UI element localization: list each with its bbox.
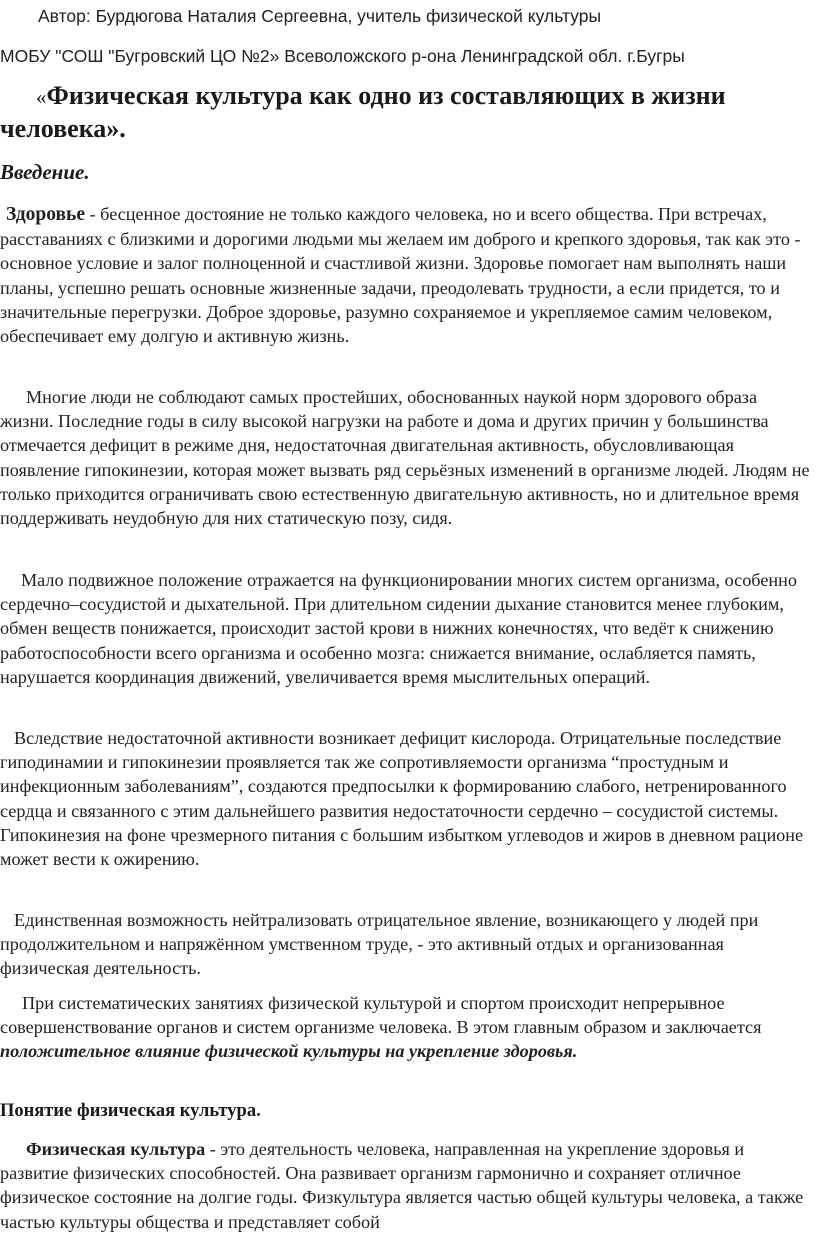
title-open-quote: «	[36, 85, 47, 109]
paragraph-4	[0, 726, 812, 871]
paragraph-2	[0, 385, 812, 530]
intro-heading: Введение.	[0, 160, 90, 184]
paragraph-6	[0, 991, 812, 1064]
paragraph-1	[0, 202, 812, 348]
paragraph-6-emphasis: положительное влияние физической культуры на укрепление здоровья.	[0, 1041, 578, 1062]
title-text: Физическая культура как одно из составляющих в жизни человека».	[0, 81, 726, 143]
author-line: Автор: Бурдюгова Наталия Сергеевна, учитель физической культуры	[38, 6, 602, 26]
paragraph-6-text: При систематических занятиях физической культурой и спортом происходит непрерывное совершенствование органов и систем организме человека. В этом главным образом и заключается	[0, 993, 762, 1038]
paragraph-1-lead: Здоровье	[6, 204, 86, 225]
paragraph-4-text: Вследствие недостаточной активности возникает дефицит кислорода. Отрицательные последствие гиподинамии и гипокинезии проявляется так же сопротивляемости организма “простудным и инфекционным заболеваниям”, создаются предпосылки к формированию слабого, нетренированного сердца и связанного с этим дальнейшего развития недостаточности сердечно – сосудистой системы. Гипокинезия на фоне чрезмерного питания с большим избытком углеводов и жиров в дневном рационе может вести к ожирению.	[0, 728, 804, 870]
document-title	[0, 80, 812, 144]
paragraph-7-lead: Физическая культура	[26, 1139, 206, 1159]
paragraph-5-text: Единственная возможность нейтрализовать отрицательное явление, возникающего у людей при продолжительном и напряжённом умственном труде, - это активный отдых и организованная физическая деятельность.	[0, 910, 759, 979]
paragraph-7	[0, 1137, 812, 1234]
section-heading: Понятие физическая культура.	[0, 1101, 261, 1121]
paragraph-5	[0, 908, 812, 981]
school-line: МОБУ "СОШ "Бугровский ЦО №2» Всеволожского р-она Ленинградской обл. г.Бугры	[0, 46, 685, 66]
paragraph-7-text: - это деятельность человека, направленная на укрепление здоровья и развитие физических способностей. Она развивает организм гармонично и сохраняет отличное физическое состояние на долгие годы. Физкультура является частью общей культуры человека, а также частью культуры общества и представляет собой	[0, 1139, 804, 1232]
paragraph-3-text: Мало подвижное положение отражается на функционировании многих систем организма, особенно сердечно–сосудистой и дыхательной. При длительном сидении дыхание становится менее глубоким, обмен веществ понижается, происходит застой крови в нижних конечностях, что ведёт к снижению работоспособности всего организма и особенно мозга: снижается внимание, ослабляется память, нарушается координация движений, увеличивается время мыслительных операций.	[0, 570, 797, 687]
paragraph-3	[0, 568, 812, 689]
paragraph-2-text: Многие люди не соблюдают самых простейших, обоснованных наукой норм здорового образа жизни. Последние годы в силу высокой нагрузки на работе и дома и других причин у большинства отмечается дефицит в режиме дня, недостаточная двигательная активность, обусловливающая появление гипокинезии, которая может вызвать ряд серьёзных изменений в организме людей. Людям не только приходится ограничивать свою естественную двигательную активность, но и длительное время поддерживать неудобную для них статическую позу, сидя.	[0, 387, 810, 529]
paragraph-1-text: - бесценное достояние не только каждого человека, но и всего общества. При встречах, расставаниях с близкими и дорогими людьми мы желаем им доброго и крепкого здоровья, так как это - основное условие и залог полноценной и счастливой жизни. Здоровье помогает нам выполнять наши планы, успешно решать основные жизненные задачи, преодолевать трудности, а если придется, то и значительные перегрузки. Доброе здоровье, разумно сохраняемое и укрепляемое самим человеком, обеспечивает ему долгую и активную жизнь.	[0, 204, 801, 347]
